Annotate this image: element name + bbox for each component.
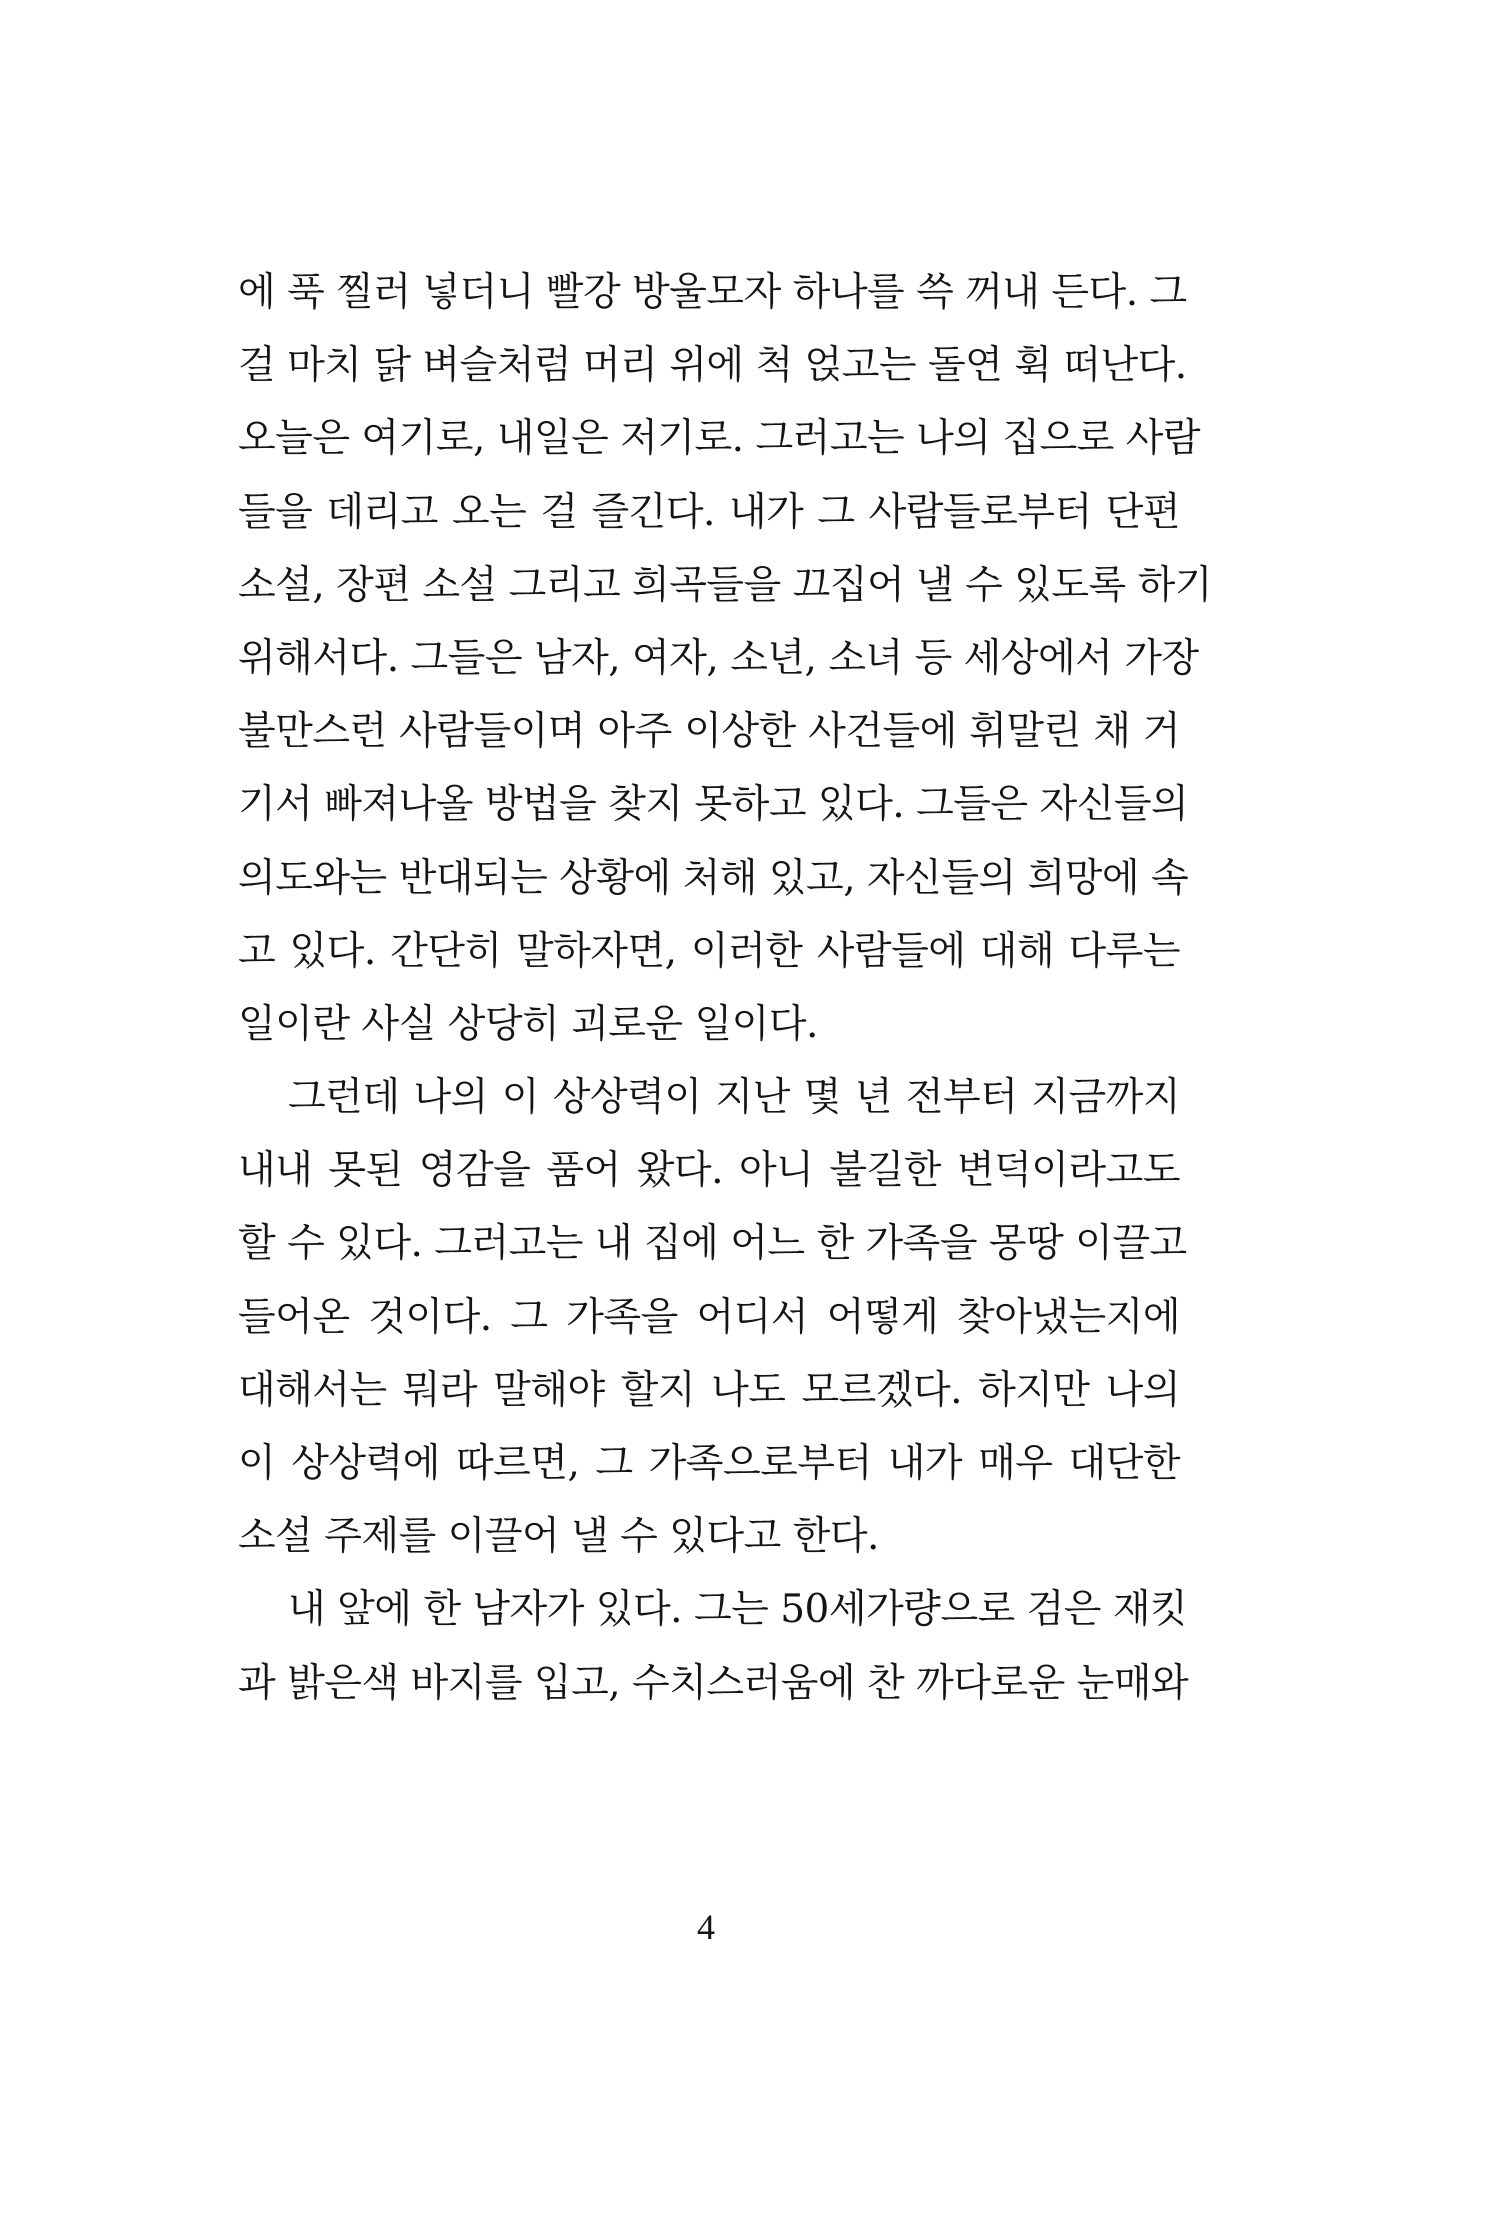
text-line: 할 수 있다. 그러고는 내 집에 어느 한 가족을 몽땅 이끌고 [238,1221,1187,1267]
text-line: 고 있다. 간단히 말하자면, 이러한 사람들에 대해 다루는 [238,928,1180,974]
text-line: 오늘은 여기로, 내일은 저기로. 그러고는 나의 집으로 사람 [238,416,1201,462]
page-number: 4 [697,1907,715,1947]
paragraph-3 [238,1573,1189,1719]
text-line: 위해서다. 그들은 남자, 여자, 소년, 소녀 등 세상에서 가장 [238,635,1199,681]
text-line: 기서 빠져나올 방법을 찾지 못하고 있다. 그들은 자신들의 [238,782,1189,828]
text-line: 들어온 것이다. 그 가족을 어디서 어떻게 찾아냈는지에 [238,1294,1180,1340]
text-line: 그런데 나의 이 상상력이 지난 몇 년 전부터 지금까지 [288,1075,1180,1121]
text-line: 불만스런 사람들이며 아주 이상한 사건들에 휘말린 채 거 [238,709,1180,755]
text-line: 내내 못된 영감을 품어 왔다. 아니 불길한 변덕이라고도 [238,1148,1180,1194]
text-line: 과 밝은색 바지를 입고, 수치스러움에 찬 까다로운 눈매와 [238,1660,1189,1706]
text-line: 대해서는 뭐라 말해야 할지 나도 모르겠다. 하지만 나의 [238,1367,1180,1413]
text-line: 의도와는 반대되는 상황에 처해 있고, 자신들의 희망에 속 [238,855,1189,901]
text-line: 소설 주제를 이끌어 낼 수 있다고 한다. [238,1514,879,1560]
body-text [238,256,1212,1720]
text-line: 내 앞에 한 남자가 있다. 그는 50세가량으로 검은 재킷 [288,1587,1188,1633]
text-line: 일이란 사실 상당히 괴로운 일이다. [238,1001,818,1047]
text-line: 이 상상력에 따르면, 그 가족으로부터 내가 매우 대단한 [238,1441,1180,1486]
text-line: 걸 마치 닭 벼슬처럼 머리 위에 척 얹고는 돌연 휙 떠난다. [238,343,1187,389]
text-line: 소설, 장편 소설 그리고 희곡들을 끄집어 낼 수 있도록 하기 [238,562,1212,608]
paragraph-1 [238,256,1212,1061]
text-line: 에 푹 찔러 넣더니 빨강 방울모자 하나를 쓱 꺼내 든다. 그 [238,270,1187,315]
text-line: 들을 데리고 오는 걸 즐긴다. 내가 그 사람들로부터 단편 [238,489,1180,535]
paragraph-2 [238,1061,1187,1573]
